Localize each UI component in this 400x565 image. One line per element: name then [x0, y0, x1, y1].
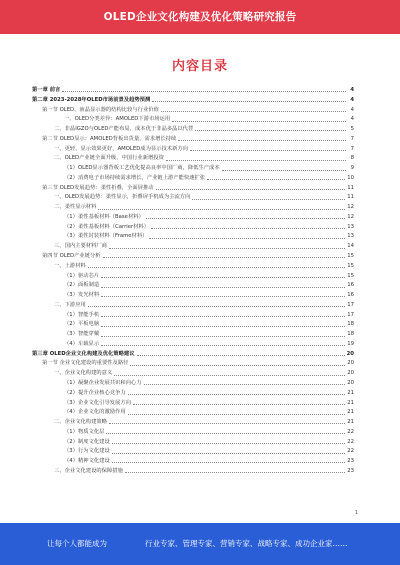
- toc-entry-row[interactable]: [32, 145, 354, 155]
- toc-page-number: 11: [347, 194, 354, 201]
- toc-entry-text: （3）智能穿戴: [64, 331, 100, 338]
- toc-entry-row[interactable]: [32, 125, 354, 135]
- footer-slogan: 让每个人都能成为: [47, 539, 107, 548]
- toc-leader-dots: [130, 365, 345, 366]
- toc-page-number: 7: [350, 145, 354, 152]
- toc-page-number: 19: [347, 340, 354, 347]
- toc-entry-text: （4）精神文化建设: [64, 458, 110, 465]
- toc-page-number: 7: [350, 135, 354, 142]
- toc-entry-row[interactable]: [32, 467, 354, 477]
- toc-page-number: 4: [350, 87, 354, 93]
- toc-page-number: 18: [347, 331, 354, 338]
- toc-leader-dots: [125, 472, 345, 473]
- toc-entry-row[interactable]: [32, 428, 354, 438]
- toc-entry-text: 第二章 2023-2028年OLED市场前景及趋势预测: [32, 96, 151, 103]
- toc-page-number: 20: [347, 370, 354, 377]
- toc-leader-dots: [222, 170, 346, 171]
- toc-entry-text: （4）车载显示: [64, 340, 100, 347]
- toc-entry-text: （1）OLED显示器背板工艺优化提高良率中国厂商，降低生产成本: [64, 165, 220, 172]
- toc-leader-dots: [101, 316, 345, 317]
- toc-entry-row[interactable]: [32, 242, 354, 252]
- report-title: OLED企业文化构建及优化策略研究报告: [103, 11, 297, 23]
- toc-leader-dots: [146, 218, 345, 219]
- toc-entry-text: 一、上游材料: [54, 262, 86, 269]
- toc-leader-dots: [207, 179, 345, 180]
- toc-page-number: 16: [347, 292, 354, 299]
- toc-entry-text: 第四节 OLED产业链分析: [42, 253, 101, 260]
- toc-entry-text: （1）智能手机: [64, 311, 100, 318]
- toc-leader-dots: [166, 160, 346, 161]
- toc-chapter-row[interactable]: [32, 96, 354, 106]
- toc-page-number: 16: [347, 282, 354, 289]
- report-header: [0, 0, 400, 34]
- toc-entry-row[interactable]: [32, 174, 354, 184]
- toc-entry-text: （2）面板制造: [64, 282, 100, 289]
- toc-entry-text: （1）凝聚企业发展共识和向心力: [64, 379, 142, 386]
- toc-page-number: 5: [350, 126, 354, 133]
- toc-page-number: 10: [347, 174, 354, 181]
- toc-page-number: 15: [347, 272, 354, 279]
- toc-entry-text: 三、企业文化建设的保障措施: [54, 467, 123, 474]
- toc-entry-row[interactable]: [32, 291, 354, 301]
- toc-entry-row[interactable]: [32, 418, 354, 428]
- toc-entry-text: （3）行为文化建设: [64, 448, 110, 455]
- toc-entry-row[interactable]: [32, 457, 354, 467]
- toc-page-number: 12: [347, 213, 354, 220]
- toc-entry-text: （3）企业文化引导发展方向: [64, 399, 131, 406]
- toc-entry-row[interactable]: [32, 408, 354, 418]
- toc-leader-dots: [152, 101, 346, 102]
- toc-entry-row[interactable]: [32, 184, 354, 194]
- toc-leader-dots: [109, 423, 345, 424]
- toc-leader-dots: [101, 326, 345, 327]
- toc-entry-text: 二、企业文化构建策略: [54, 419, 107, 426]
- toc-entry-text: 一、更轻，显示效果更好，AMOLED成为显示技术新方向: [54, 145, 188, 152]
- toc-entry-text: 第三章 OLED企业文化构建及优化策略建议: [32, 350, 135, 357]
- toc-leader-dots: [62, 91, 346, 92]
- toc-page-number: 4: [350, 106, 354, 113]
- toc-leader-dots: [106, 433, 345, 434]
- toc-leader-dots: [112, 453, 346, 454]
- toc-page-number: 9: [350, 165, 354, 172]
- toc-leader-dots: [101, 296, 345, 297]
- toc-page-number: 15: [347, 262, 354, 269]
- toc-leader-dots: [103, 257, 346, 258]
- toc-entry-row[interactable]: [32, 340, 354, 350]
- toc-entry-row[interactable]: [32, 301, 354, 311]
- toc-entry-text: （1）柔性基板材料（Base材料）: [64, 213, 144, 220]
- toc-entry-row[interactable]: [32, 379, 354, 389]
- toc-leader-dots: [98, 209, 345, 210]
- toc-entry-text: 第二节 OLED显示：AMOLED背板出货量，需求增长持续: [42, 135, 177, 142]
- toc-page-number: 15: [347, 253, 354, 260]
- toc-entry-row[interactable]: [32, 359, 354, 369]
- toc-entry-row[interactable]: [32, 213, 354, 223]
- toc-page-number: 4: [350, 96, 354, 103]
- toc-leader-dots: [192, 199, 345, 200]
- toc-leader-dots: [178, 140, 346, 141]
- toc-entry-text: 一、OLED分类差异：AMOLED下游市场运用: [64, 116, 171, 123]
- toc-leader-dots: [128, 394, 346, 395]
- toc-entry-text: 一、企业文化构建的意义: [54, 370, 113, 377]
- toc-entry-text: 二、非晶IGZO与OLED产能布局，成本优于非晶多晶以代替: [54, 126, 194, 133]
- table-of-contents: [32, 86, 354, 477]
- toc-page-number: 21: [347, 389, 354, 396]
- toc-leader-dots: [190, 150, 346, 151]
- footer-roles: 行业专家、管理专家、营销专家、战略专家、成功企业家……: [145, 539, 348, 548]
- toc-entry-row[interactable]: [32, 399, 354, 409]
- toc-leader-dots: [172, 121, 346, 122]
- toc-entry-row[interactable]: [32, 281, 354, 291]
- toc-entry-text: （1）物质文化层: [64, 428, 105, 435]
- toc-page-number: 20: [347, 379, 354, 386]
- toc-entry-text: 一、OLED发展趋势：柔性显示，折叠屏手机成为主流方向: [54, 194, 191, 201]
- toc-entry-row[interactable]: [32, 106, 354, 116]
- toc-entry-row[interactable]: [32, 330, 354, 340]
- toc-leader-dots: [88, 306, 345, 307]
- toc-entry-text: （2）提升企业核心竞争力: [64, 389, 126, 396]
- toc-leader-dots: [133, 404, 345, 405]
- toc-entry-text: 第一章 前言: [32, 87, 61, 93]
- toc-entry-row[interactable]: [32, 438, 354, 448]
- toc-leader-dots: [151, 228, 345, 229]
- toc-entry-text: （3）发光材料: [64, 292, 100, 299]
- toc-page-number: 23: [347, 458, 354, 465]
- toc-page-number: 22: [347, 428, 354, 435]
- toc-leader-dots: [112, 443, 346, 444]
- toc-page-number: 20: [346, 350, 354, 357]
- toc-entry-row[interactable]: [32, 320, 354, 330]
- toc-entry-row[interactable]: [32, 447, 354, 457]
- toc-page-number: 18: [347, 321, 354, 328]
- toc-page-number: 4: [350, 116, 354, 123]
- toc-entry-row[interactable]: [32, 115, 354, 125]
- toc-entry-text: 二、OLED产业链全面升级，中国行业新增投资: [54, 155, 164, 162]
- toc-entry-row[interactable]: [32, 369, 354, 379]
- toc-leader-dots: [101, 287, 345, 288]
- toc-entry-text: 三、国内主要材料厂商: [54, 243, 107, 250]
- toc-leader-dots: [128, 414, 346, 415]
- toc-page-number: 22: [347, 438, 354, 445]
- toc-entry-text: （1）驱动芯片: [64, 272, 100, 279]
- toc-page-number: 13: [347, 223, 354, 230]
- toc-leader-dots: [112, 462, 346, 463]
- toc-leader-dots: [195, 130, 346, 131]
- toc-entry-row[interactable]: [32, 272, 354, 282]
- toc-page-number: 8: [350, 155, 354, 162]
- toc-page-number: 11: [347, 184, 354, 191]
- toc-leader-dots: [101, 345, 345, 346]
- toc-page-number: 21: [347, 409, 354, 416]
- toc-page-number: 13: [347, 233, 354, 240]
- toc-entry-text: （4）企业文化的激励作用: [64, 409, 126, 416]
- toc-entry-row[interactable]: [32, 262, 354, 272]
- toc-entry-text: 二、下游应用: [54, 301, 86, 308]
- toc-entry-text: 第三节 OLED发展趋势：柔性折叠，全面屏推动: [42, 184, 154, 191]
- toc-leader-dots: [144, 384, 346, 385]
- toc-entry-text: 二、柔性显示材料: [54, 204, 97, 211]
- toc-page-number: 17: [347, 301, 354, 308]
- toc-entry-row[interactable]: [32, 203, 354, 213]
- toc-entry-row[interactable]: [32, 232, 354, 242]
- toc-entry-row[interactable]: [32, 154, 354, 164]
- toc-chapter-row[interactable]: [32, 86, 354, 96]
- toc-leader-dots: [161, 111, 346, 112]
- toc-page-number: 14: [347, 243, 354, 250]
- toc-page-number: 17: [347, 311, 354, 318]
- toc-entry-text: （3）柔性封装材料（Frame材料）: [64, 233, 148, 240]
- toc-page-number: 12: [347, 204, 354, 211]
- toc-entry-row[interactable]: [32, 252, 354, 262]
- toc-entry-row[interactable]: [32, 193, 354, 203]
- toc-chapter-row[interactable]: [32, 350, 354, 360]
- toc-entry-row[interactable]: [32, 311, 354, 321]
- toc-leader-dots: [156, 189, 346, 190]
- toc-entry-text: （2）平板电脑: [64, 321, 100, 328]
- toc-entry-row[interactable]: [32, 164, 354, 174]
- toc-entry-text: （2）制度文化建设: [64, 438, 110, 445]
- toc-page-number: 21: [347, 399, 354, 406]
- toc-entry-text: （2）消费电子市场持续需求增长，产业链上游产能快速扩张: [64, 174, 206, 181]
- toc-leader-dots: [101, 277, 345, 278]
- toc-entry-row[interactable]: [32, 135, 354, 145]
- toc-entry-text: （2）柔性基板材料（Carrier材料）: [64, 223, 150, 230]
- toc-entry-row[interactable]: [32, 389, 354, 399]
- toc-entry-text: 第一节 企业文化建设的重要性及路径: [42, 360, 129, 367]
- toc-page-number: 20: [347, 360, 354, 367]
- toc-leader-dots: [137, 355, 345, 356]
- toc-heading: 内容目录: [171, 59, 228, 74]
- footer-banner: [0, 523, 400, 565]
- toc-leader-dots: [88, 267, 345, 268]
- toc-page-number: 22: [347, 448, 354, 455]
- page-number: 1: [354, 510, 358, 516]
- toc-leader-dots: [114, 375, 345, 376]
- toc-page-number: 21: [347, 419, 354, 426]
- toc-leader-dots: [109, 248, 345, 249]
- toc-entry-row[interactable]: [32, 223, 354, 233]
- toc-entry-text: 第一节 OLED、液晶显示器的结构比较与行业价值: [42, 106, 159, 113]
- toc-leader-dots: [149, 238, 345, 239]
- toc-leader-dots: [101, 336, 345, 337]
- toc-page-number: 23: [347, 467, 354, 474]
